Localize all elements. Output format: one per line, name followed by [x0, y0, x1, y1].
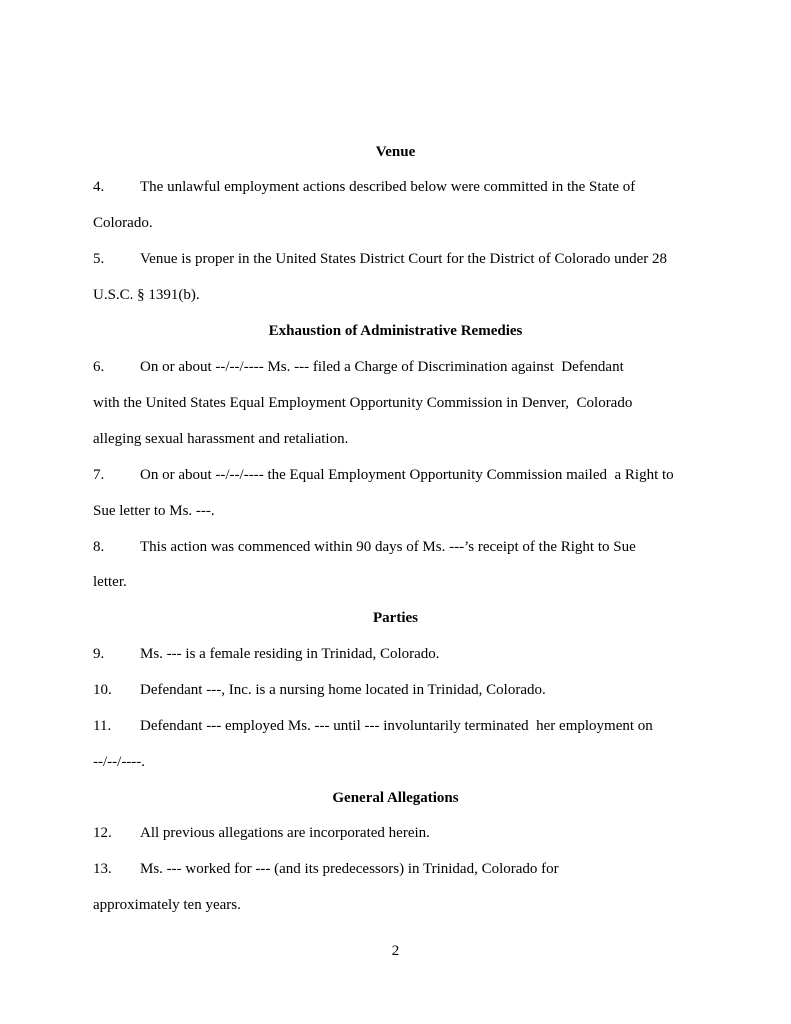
paragraph-number: 12.: [93, 825, 112, 841]
paragraph-text: Venue is proper in the United States District Court for the District of Colorado under 28: [140, 251, 667, 267]
paragraph-8-line-1: [93, 538, 636, 556]
paragraph-8-line-2: letter.: [93, 574, 127, 590]
section-heading-parties: Parties: [373, 610, 418, 626]
paragraph-text: On or about --/--/---- Ms. --- filed a Charge of Discrimination against Defendant: [140, 359, 624, 375]
paragraph-12-line-1: [93, 824, 430, 842]
section-heading-venue: Venue: [375, 144, 416, 160]
paragraph-4-line-2: Colorado.: [93, 215, 153, 231]
paragraph-9-line-1: [93, 645, 440, 663]
paragraph-text: Ms. --- worked for --- (and its predecessors) in Trinidad, Colorado for: [140, 861, 559, 877]
paragraph-13-line-1: [93, 860, 559, 878]
paragraph-text: This action was commenced within 90 days of Ms. ---’s receipt of the Right to Sue: [140, 539, 636, 555]
paragraph-text: The unlawful employment actions described below were committed in the State of: [140, 179, 636, 195]
paragraph-5-line-2: U.S.C. § 1391(b).: [93, 287, 200, 303]
paragraph-number: 8.: [93, 539, 105, 555]
paragraph-6-line-3: alleging sexual harassment and retaliation.: [93, 431, 349, 447]
section-heading-general-allegations: General Allegations: [332, 790, 459, 806]
paragraph-number: 6.: [93, 359, 105, 375]
paragraph-number: 5.: [93, 251, 105, 267]
paragraph-number: 9.: [93, 646, 105, 662]
paragraph-text: On or about --/--/---- the Equal Employment Opportunity Commission mailed a Right to: [140, 467, 674, 483]
paragraph-number: 13.: [93, 861, 112, 877]
paragraph-number: 11.: [93, 718, 112, 734]
paragraph-11-line-2: --/--/----.: [93, 754, 146, 770]
paragraph-7-line-2: Sue letter to Ms. ---.: [93, 503, 215, 519]
paragraph-7-line-1: [93, 466, 674, 484]
paragraph-number: 10.: [93, 682, 112, 698]
paragraph-6-line-1: [93, 358, 624, 376]
paragraph-text: Defendant --- employed Ms. --- until --- involuntarily terminated her employment on: [140, 718, 653, 734]
paragraph-text: All previous allegations are incorporated herein.: [140, 825, 430, 841]
paragraph-number: 7.: [93, 467, 105, 483]
section-heading-exhaustion: Exhaustion of Administrative Remedies: [268, 323, 523, 339]
paragraph-10-line-1: [93, 681, 546, 699]
paragraph-6-line-2: with the United States Equal Employment Opportunity Commission in Denver, Colorado: [93, 395, 633, 411]
paragraph-number: 4.: [93, 179, 105, 195]
page-number: 2: [391, 943, 400, 959]
paragraph-text: Defendant ---, Inc. is a nursing home located in Trinidad, Colorado.: [140, 682, 546, 698]
paragraph-11-line-1: [93, 717, 653, 735]
paragraph-13-line-2: approximately ten years.: [93, 897, 241, 913]
paragraph-4-line-1: [93, 178, 635, 196]
paragraph-text: Ms. --- is a female residing in Trinidad, Colorado.: [140, 646, 440, 662]
paragraph-5-line-1: [93, 250, 667, 268]
